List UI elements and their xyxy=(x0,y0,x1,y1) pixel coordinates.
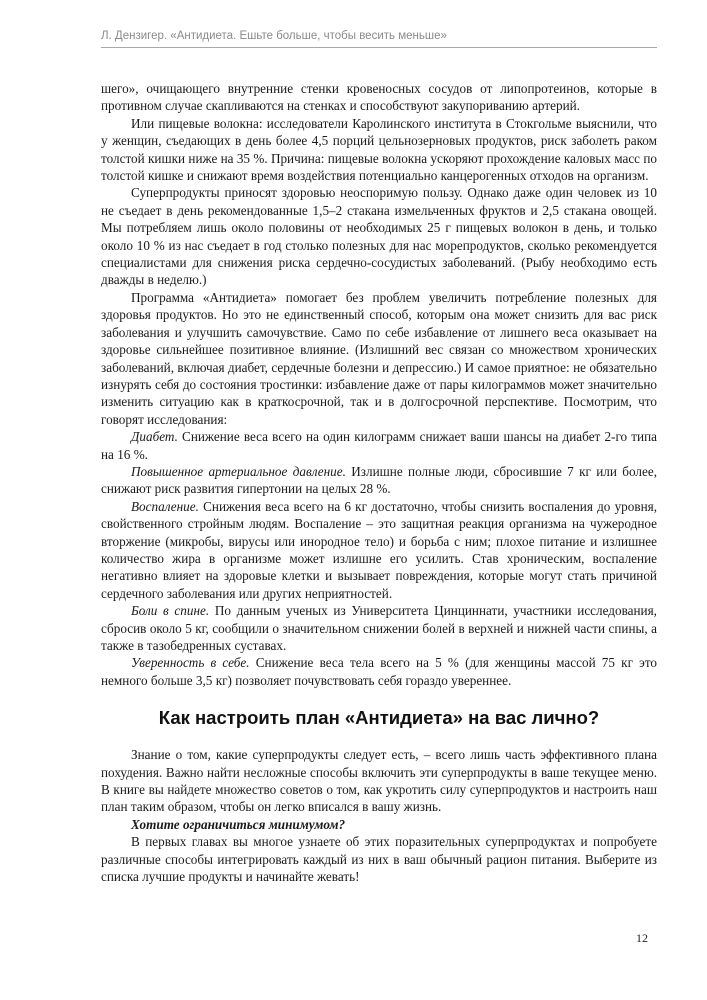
paragraph: Или пищевые волокна: исследователи Каролинского института в Стокгольме выяснили, что у женщин, съедающих в день более 4,5 порций цельнозерновых продуктов, риск заболеть раком толстой кишки ниже на 35 %. Причина: пищевые волокна ускоряют прохождение каловых масс по толстой кишке и снижают время воздействия потенциально канцерогенных отходов на организм. xyxy=(101,115,657,184)
benefit-term: Уверенность в себе. xyxy=(131,655,250,671)
benefit-term: Диабет. xyxy=(131,429,178,445)
page-number: 12 xyxy=(636,931,648,945)
benefit-text: Снижение веса тела всего на 5 % (для женщины массой 75 кг это немного больше 3,5 кг) позволяет почувствовать себя гораздо увереннее. xyxy=(101,655,658,688)
benefit-text: По данным ученых из Университета Цинциннати, участники исследования, сбросив около 5 кг, сообщили о значительном снижении болей в верхней и нижней части спины, а также в тазобедренных суставах. xyxy=(101,603,657,653)
paragraph: Программа «Антидиета» помогает без проблем увеличить потребление полезных для здоровья продуктов. Но это не единственный способ, которым она может снизить для вас риск заболевания и улучшить самочувствие. Само по себе избавление от лишнего веса оказывает на здоровье сильнейшее позитивное влияние. (Излишний вес связан со множеством хронических заболеваний, включая диабет, сердечные болезни и депрессию.) И самое приятное: не обязательно изнурять себя до состояния тростинки: избавление даже от пары килограммов может значительно изменить ситуацию как в краткосрочной, так и в долгосрочной перспективе. Посмотрим, что говорят исследования: xyxy=(101,289,657,427)
page-content xyxy=(101,80,657,885)
closing-paragraph: В первых главах вы многое узнаете об этих поразительных суперпродуктах и попробуете различные способы интегрировать каждый из них в ваш обычный рацион питания. Выберите из списка лучшие продукты и начинайте жевать! xyxy=(101,834,657,885)
running-header: Л. Дензигер. «Антидиета. Ешьте больше, чтобы весить меньше» xyxy=(101,30,657,48)
subheading: Хотите ограничиться минимумом? xyxy=(131,816,346,832)
benefit-diabetes xyxy=(101,428,657,463)
benefit-confidence xyxy=(101,654,657,689)
benefit-blood-pressure xyxy=(101,463,657,498)
benefit-text: Излишне полные люди, сбросившие 7 кг или более, снижают риск развития гипертонии на целых 28 %. xyxy=(101,463,658,497)
paragraph: шего», очищающего внутренние стенки кровеносных сосудов от липопротеинов, которые в противном случае скапливаются на стенках и способствуют закупориванию артерий. xyxy=(101,81,657,114)
benefit-inflammation xyxy=(101,498,657,602)
benefit-term: Повышенное артериальное давление. xyxy=(131,463,346,479)
benefit-term: Боли в спине. xyxy=(131,603,210,619)
paragraph: Суперпродукты приносят здоровью неоспоримую пользу. Однако даже один человек из 10 не съедает в день рекомендованные 1,5–2 стакана измельченных фруктов и 2,5 стакана овощей. Мы потребляем лишь около половины от необходимых 25 г пищевых волокон в день, и только около 10 % из нас съедает в год столько полезных для нас морепродуктов, сколько рекомендуется специалистами для снижения риска сердечно-сосудистых заболеваний. (Рыбу необходимо есть дважды в неделю.) xyxy=(101,185,657,288)
benefit-text: Снижения веса всего на 6 кг достаточно, чтобы снизить воспаления до уровня, свойственного стройным людям. Воспаление – это защитная реакция организма на чужеродное вторжение (микробы, вирусы или инородное тело) и борьба с ним; плохое питание и излишнее количество жира в организме может излишне его усилить. Став хроническим, воспаление негативно влияет на здоровые клетки и вызывает повреждения, которые могут стать причиной сердечного заболевания или других неприятностей. xyxy=(101,498,657,601)
section-heading: Как настроить план «Антидиета» на вас лично? xyxy=(158,707,600,729)
benefit-back-pain xyxy=(101,602,657,654)
benefit-text: Снижение веса всего на один килограмм снижает ваши шансы на диабет 2-го типа на 16 %. xyxy=(101,429,657,462)
section-intro: Знание о том, какие суперпродукты следует есть, – всего лишь часть эффективного плана похудения. Важно найти несложные способы включить эти суперпродукты в ваше текущее меню. В книге вы найдете множество советов о том, как укротить силу суперпродуктов и настроить наш план таким образом, чтобы он легко вписался в вашу жизнь. xyxy=(101,747,657,815)
benefit-term: Воспаление. xyxy=(131,498,199,514)
